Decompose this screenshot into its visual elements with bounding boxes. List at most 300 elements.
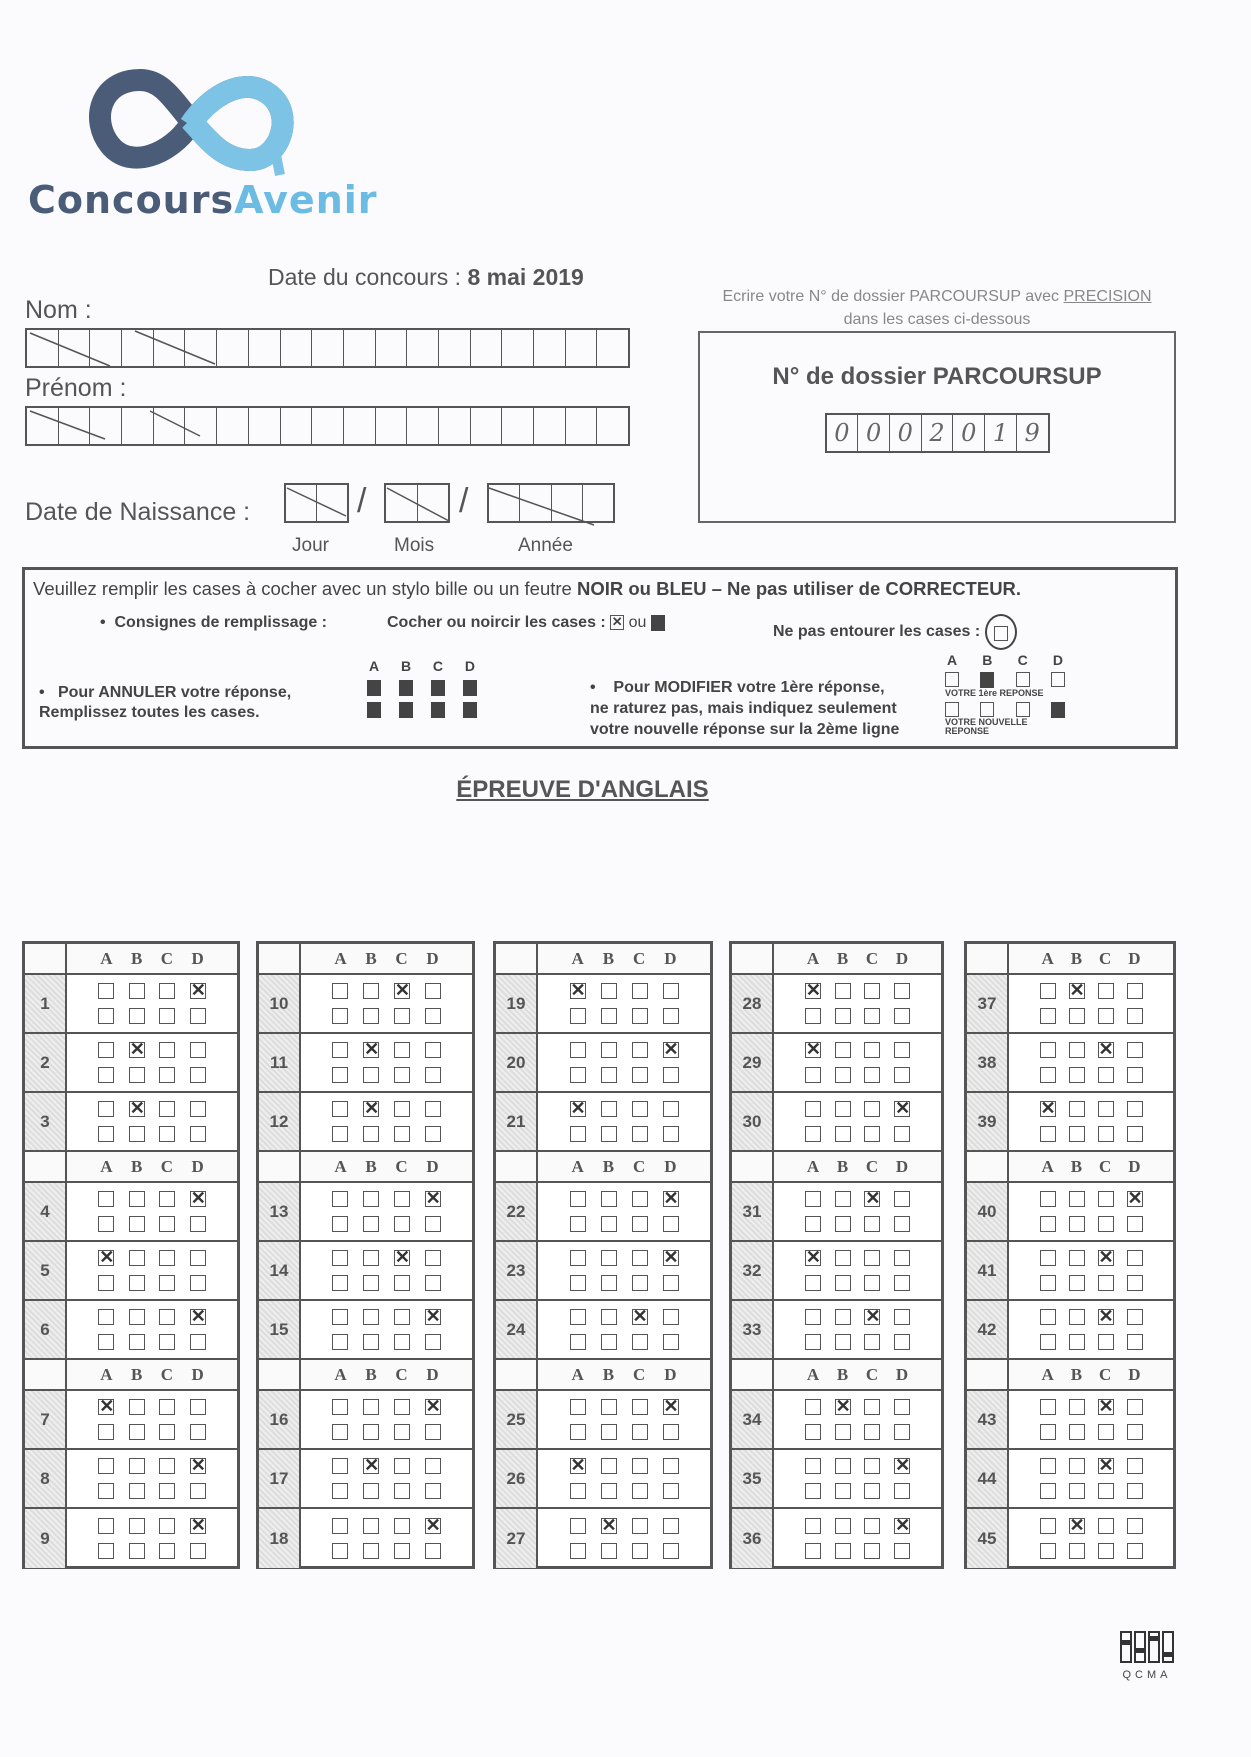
answer-checkbox-c[interactable]	[1098, 1101, 1114, 1117]
answer-checkbox-c[interactable]	[394, 1309, 410, 1325]
answer-checkbox-c[interactable]	[1098, 1216, 1114, 1232]
checked-checkbox-b[interactable]: ✕	[1069, 980, 1085, 1001]
answer-checkbox-a[interactable]	[332, 1275, 348, 1291]
answer-checkbox-d[interactable]	[190, 1399, 206, 1415]
answer-checkbox-c[interactable]	[394, 1518, 410, 1534]
answer-checkbox-b[interactable]	[129, 1518, 145, 1534]
answer-checkbox-c[interactable]	[159, 1101, 175, 1117]
answer-checkbox-c[interactable]	[1098, 1126, 1114, 1142]
answer-checkbox-d[interactable]	[894, 1309, 910, 1325]
answer-checkbox-b[interactable]	[1069, 1275, 1085, 1291]
answer-checkbox-d[interactable]	[190, 1275, 206, 1291]
checked-checkbox-d[interactable]: ✕	[663, 1039, 679, 1060]
answer-checkbox-d[interactable]	[190, 1101, 206, 1117]
answer-checkbox-a[interactable]	[805, 1483, 821, 1499]
answer-checkbox-d[interactable]	[894, 1126, 910, 1142]
answer-checkbox-d[interactable]	[663, 1126, 679, 1142]
answer-checkbox-a[interactable]	[1040, 1216, 1056, 1232]
checked-checkbox-c[interactable]: ✕	[1098, 1039, 1114, 1060]
checked-checkbox-c[interactable]: ✕	[632, 1306, 648, 1327]
answer-checkbox-b[interactable]	[129, 1216, 145, 1232]
checked-checkbox-b[interactable]: ✕	[835, 1396, 851, 1417]
answer-checkbox-b[interactable]	[1069, 1067, 1085, 1083]
answer-checkbox-c[interactable]	[1098, 1543, 1114, 1559]
checked-checkbox-c[interactable]: ✕	[1098, 1247, 1114, 1268]
answer-checkbox-b[interactable]	[835, 1518, 851, 1534]
checked-checkbox-c[interactable]: ✕	[1098, 1455, 1114, 1476]
answer-checkbox-a[interactable]	[1040, 1424, 1056, 1440]
checked-checkbox-a[interactable]: ✕	[805, 1247, 821, 1268]
answer-checkbox-a[interactable]	[98, 1543, 114, 1559]
answer-checkbox-c[interactable]	[632, 1067, 648, 1083]
answer-checkbox-c[interactable]	[632, 1126, 648, 1142]
answer-checkbox-b[interactable]	[1069, 1216, 1085, 1232]
answer-checkbox-c[interactable]	[159, 1543, 175, 1559]
answer-checkbox-d[interactable]	[1127, 1042, 1143, 1058]
checked-checkbox-d[interactable]: ✕	[663, 1188, 679, 1209]
answer-checkbox-d[interactable]	[663, 1275, 679, 1291]
answer-checkbox-d[interactable]	[894, 1399, 910, 1415]
answer-checkbox-b[interactable]	[835, 1216, 851, 1232]
answer-checkbox-c[interactable]	[864, 1216, 880, 1232]
answer-checkbox-c[interactable]	[632, 1008, 648, 1024]
answer-checkbox-b[interactable]	[835, 1543, 851, 1559]
answer-checkbox-d[interactable]	[663, 1483, 679, 1499]
checked-checkbox-d[interactable]: ✕	[190, 1455, 206, 1476]
answer-checkbox-a[interactable]	[98, 1101, 114, 1117]
answer-checkbox-d[interactable]	[425, 1543, 441, 1559]
answer-checkbox-d[interactable]	[425, 1008, 441, 1024]
answer-checkbox-d[interactable]	[425, 983, 441, 999]
answer-checkbox-a[interactable]	[1040, 983, 1056, 999]
answer-checkbox-c[interactable]	[864, 1126, 880, 1142]
answer-checkbox-b[interactable]	[363, 1250, 379, 1266]
answer-checkbox-b[interactable]	[835, 1334, 851, 1350]
answer-checkbox-c[interactable]	[864, 1101, 880, 1117]
answer-checkbox-c[interactable]	[632, 1458, 648, 1474]
answer-checkbox-c[interactable]	[864, 1518, 880, 1534]
answer-checkbox-a[interactable]	[805, 1334, 821, 1350]
answer-checkbox-b[interactable]	[835, 1101, 851, 1117]
answer-checkbox-a[interactable]	[98, 1042, 114, 1058]
answer-checkbox-c[interactable]	[632, 1216, 648, 1232]
answer-checkbox-b[interactable]	[363, 1275, 379, 1291]
answer-checkbox-b[interactable]	[363, 1191, 379, 1207]
answer-checkbox-c[interactable]	[864, 1008, 880, 1024]
answer-checkbox-c[interactable]	[632, 1191, 648, 1207]
answer-checkbox-d[interactable]	[663, 983, 679, 999]
answer-checkbox-d[interactable]	[425, 1216, 441, 1232]
answer-checkbox-d[interactable]	[894, 1334, 910, 1350]
answer-checkbox-d[interactable]	[663, 1424, 679, 1440]
answer-checkbox-c[interactable]	[1098, 1275, 1114, 1291]
answer-checkbox-c[interactable]	[632, 1518, 648, 1534]
checked-checkbox-a[interactable]: ✕	[570, 1098, 586, 1119]
answer-checkbox-a[interactable]	[98, 1126, 114, 1142]
answer-checkbox-a[interactable]	[332, 1483, 348, 1499]
digit-cell[interactable]: 0	[827, 415, 859, 451]
answer-checkbox-d[interactable]	[190, 1483, 206, 1499]
checked-checkbox-d[interactable]: ✕	[895, 1455, 911, 1476]
checked-checkbox-d[interactable]: ✕	[895, 1514, 911, 1535]
checked-checkbox-d[interactable]: ✕	[1127, 1188, 1143, 1209]
answer-checkbox-a[interactable]	[1040, 1399, 1056, 1415]
answer-checkbox-d[interactable]	[425, 1067, 441, 1083]
answer-checkbox-d[interactable]	[1127, 1250, 1143, 1266]
answer-checkbox-d[interactable]	[190, 1126, 206, 1142]
answer-checkbox-b[interactable]	[601, 983, 617, 999]
answer-checkbox-c[interactable]	[864, 1458, 880, 1474]
answer-checkbox-b[interactable]	[129, 1424, 145, 1440]
answer-checkbox-b[interactable]	[129, 1334, 145, 1350]
checked-checkbox-a[interactable]: ✕	[805, 1039, 821, 1060]
answer-checkbox-d[interactable]	[190, 1424, 206, 1440]
answer-checkbox-b[interactable]	[363, 1518, 379, 1534]
answer-checkbox-d[interactable]	[1127, 1424, 1143, 1440]
answer-checkbox-c[interactable]	[1098, 1191, 1114, 1207]
checked-checkbox-d[interactable]: ✕	[190, 980, 206, 1001]
answer-checkbox-b[interactable]	[835, 1191, 851, 1207]
answer-checkbox-d[interactable]	[1127, 1126, 1143, 1142]
answer-checkbox-b[interactable]	[1069, 1399, 1085, 1415]
answer-checkbox-a[interactable]	[570, 1126, 586, 1142]
answer-checkbox-a[interactable]	[98, 1424, 114, 1440]
answer-checkbox-a[interactable]	[98, 983, 114, 999]
answer-checkbox-c[interactable]	[864, 1334, 880, 1350]
answer-checkbox-d[interactable]	[1127, 1216, 1143, 1232]
answer-checkbox-d[interactable]	[1127, 1101, 1143, 1117]
answer-checkbox-a[interactable]	[1040, 1008, 1056, 1024]
answer-checkbox-c[interactable]	[864, 1042, 880, 1058]
answer-checkbox-d[interactable]	[663, 1309, 679, 1325]
answer-checkbox-d[interactable]	[190, 1042, 206, 1058]
answer-checkbox-c[interactable]	[864, 1543, 880, 1559]
answer-checkbox-d[interactable]	[663, 1458, 679, 1474]
answer-checkbox-d[interactable]	[894, 1067, 910, 1083]
answer-checkbox-a[interactable]	[805, 1275, 821, 1291]
answer-checkbox-d[interactable]	[663, 1334, 679, 1350]
answer-checkbox-a[interactable]	[332, 1424, 348, 1440]
checked-checkbox-c[interactable]: ✕	[394, 980, 410, 1001]
answer-checkbox-c[interactable]	[159, 1191, 175, 1207]
answer-checkbox-c[interactable]	[864, 1424, 880, 1440]
answer-checkbox-a[interactable]	[98, 1334, 114, 1350]
answer-checkbox-d[interactable]	[1127, 1334, 1143, 1350]
answer-checkbox-d[interactable]	[663, 1101, 679, 1117]
answer-checkbox-c[interactable]	[1098, 1483, 1114, 1499]
answer-checkbox-a[interactable]	[332, 1543, 348, 1559]
answer-checkbox-b[interactable]	[1069, 1042, 1085, 1058]
answer-checkbox-b[interactable]	[363, 983, 379, 999]
answer-checkbox-a[interactable]	[332, 1518, 348, 1534]
answer-checkbox-c[interactable]	[632, 983, 648, 999]
answer-checkbox-b[interactable]	[601, 1399, 617, 1415]
answer-checkbox-d[interactable]	[190, 1250, 206, 1266]
answer-checkbox-a[interactable]	[570, 1275, 586, 1291]
answer-checkbox-c[interactable]	[159, 1424, 175, 1440]
answer-checkbox-a[interactable]	[98, 1275, 114, 1291]
answer-checkbox-d[interactable]	[190, 1067, 206, 1083]
checked-checkbox-c[interactable]: ✕	[865, 1188, 881, 1209]
answer-checkbox-d[interactable]	[1127, 1008, 1143, 1024]
checked-checkbox-d[interactable]: ✕	[663, 1247, 679, 1268]
answer-checkbox-c[interactable]	[394, 1543, 410, 1559]
answer-checkbox-b[interactable]	[363, 1067, 379, 1083]
answer-checkbox-b[interactable]	[835, 1483, 851, 1499]
answer-checkbox-d[interactable]	[425, 1250, 441, 1266]
answer-checkbox-a[interactable]	[98, 1191, 114, 1207]
answer-checkbox-c[interactable]	[159, 983, 175, 999]
checked-checkbox-d[interactable]: ✕	[425, 1396, 441, 1417]
digit-cell[interactable]: 0	[890, 415, 922, 451]
answer-checkbox-a[interactable]	[805, 1191, 821, 1207]
answer-checkbox-c[interactable]	[864, 1483, 880, 1499]
answer-checkbox-b[interactable]	[601, 1458, 617, 1474]
answer-checkbox-b[interactable]	[129, 1399, 145, 1415]
answer-checkbox-b[interactable]	[1069, 1126, 1085, 1142]
answer-checkbox-c[interactable]	[159, 1483, 175, 1499]
answer-checkbox-c[interactable]	[864, 1399, 880, 1415]
answer-checkbox-b[interactable]	[835, 983, 851, 999]
answer-checkbox-b[interactable]	[1069, 1309, 1085, 1325]
answer-checkbox-d[interactable]	[894, 1424, 910, 1440]
answer-checkbox-d[interactable]	[190, 1216, 206, 1232]
answer-checkbox-c[interactable]	[1098, 1008, 1114, 1024]
checked-checkbox-b[interactable]: ✕	[364, 1039, 380, 1060]
checked-checkbox-d[interactable]: ✕	[190, 1514, 206, 1535]
answer-checkbox-b[interactable]	[363, 1126, 379, 1142]
answer-checkbox-a[interactable]	[805, 1216, 821, 1232]
answer-checkbox-d[interactable]	[894, 1216, 910, 1232]
answer-checkbox-b[interactable]	[835, 1250, 851, 1266]
answer-checkbox-d[interactable]	[894, 1042, 910, 1058]
answer-checkbox-d[interactable]	[1127, 983, 1143, 999]
answer-checkbox-b[interactable]	[1069, 1458, 1085, 1474]
answer-checkbox-c[interactable]	[394, 1191, 410, 1207]
digit-cell[interactable]: 0	[858, 415, 890, 451]
answer-checkbox-d[interactable]	[663, 1067, 679, 1083]
answer-checkbox-b[interactable]	[129, 1191, 145, 1207]
answer-checkbox-a[interactable]	[332, 983, 348, 999]
answer-checkbox-a[interactable]	[1040, 1250, 1056, 1266]
answer-checkbox-d[interactable]	[190, 1008, 206, 1024]
answer-checkbox-c[interactable]	[864, 1275, 880, 1291]
checked-checkbox-b[interactable]: ✕	[364, 1098, 380, 1119]
answer-checkbox-a[interactable]	[1040, 1483, 1056, 1499]
answer-checkbox-b[interactable]	[363, 1334, 379, 1350]
answer-checkbox-c[interactable]	[394, 1042, 410, 1058]
answer-checkbox-c[interactable]	[394, 1399, 410, 1415]
answer-checkbox-a[interactable]	[570, 1216, 586, 1232]
answer-checkbox-d[interactable]	[425, 1424, 441, 1440]
answer-checkbox-c[interactable]	[159, 1275, 175, 1291]
answer-checkbox-b[interactable]	[1069, 1101, 1085, 1117]
answer-checkbox-d[interactable]	[663, 1543, 679, 1559]
checked-checkbox-d[interactable]: ✕	[425, 1514, 441, 1535]
answer-checkbox-d[interactable]	[894, 1483, 910, 1499]
answer-checkbox-c[interactable]	[159, 1399, 175, 1415]
digit-cell[interactable]: 9	[1024, 419, 1040, 447]
answer-checkbox-a[interactable]	[98, 1008, 114, 1024]
answer-checkbox-b[interactable]	[601, 1216, 617, 1232]
answer-checkbox-a[interactable]	[570, 1424, 586, 1440]
digit-cell[interactable]: 0	[953, 415, 985, 451]
answer-checkbox-b[interactable]	[363, 1216, 379, 1232]
answer-checkbox-c[interactable]	[159, 1067, 175, 1083]
checked-checkbox-c[interactable]: ✕	[1098, 1396, 1114, 1417]
answer-checkbox-a[interactable]	[805, 1424, 821, 1440]
answer-checkbox-a[interactable]	[332, 1216, 348, 1232]
answer-checkbox-a[interactable]	[1040, 1067, 1056, 1083]
answer-checkbox-a[interactable]	[570, 1191, 586, 1207]
answer-checkbox-d[interactable]	[1127, 1518, 1143, 1534]
answer-checkbox-c[interactable]	[159, 1309, 175, 1325]
answer-checkbox-b[interactable]	[1069, 1483, 1085, 1499]
answer-checkbox-a[interactable]	[1040, 1275, 1056, 1291]
answer-checkbox-b[interactable]	[129, 1458, 145, 1474]
answer-checkbox-c[interactable]	[159, 1216, 175, 1232]
answer-checkbox-a[interactable]	[332, 1101, 348, 1117]
answer-checkbox-a[interactable]	[805, 1543, 821, 1559]
checked-checkbox-a[interactable]: ✕	[570, 1455, 586, 1476]
answer-checkbox-d[interactable]	[1127, 1483, 1143, 1499]
answer-checkbox-a[interactable]	[805, 1008, 821, 1024]
answer-checkbox-c[interactable]	[632, 1424, 648, 1440]
answer-checkbox-a[interactable]	[805, 1126, 821, 1142]
answer-checkbox-a[interactable]	[570, 1334, 586, 1350]
answer-checkbox-a[interactable]	[332, 1309, 348, 1325]
answer-checkbox-a[interactable]	[98, 1309, 114, 1325]
answer-checkbox-a[interactable]	[570, 1067, 586, 1083]
answer-checkbox-c[interactable]	[394, 1101, 410, 1117]
checked-checkbox-c[interactable]: ✕	[394, 1247, 410, 1268]
answer-checkbox-b[interactable]	[835, 1275, 851, 1291]
answer-checkbox-c[interactable]	[1098, 1518, 1114, 1534]
answer-checkbox-a[interactable]	[1040, 1042, 1056, 1058]
answer-checkbox-b[interactable]	[601, 1483, 617, 1499]
answer-checkbox-d[interactable]	[1127, 1275, 1143, 1291]
answer-checkbox-d[interactable]	[894, 1008, 910, 1024]
checked-checkbox-d[interactable]: ✕	[663, 1396, 679, 1417]
answer-checkbox-b[interactable]	[601, 1008, 617, 1024]
answer-checkbox-b[interactable]	[601, 1275, 617, 1291]
answer-checkbox-c[interactable]	[1098, 983, 1114, 999]
answer-checkbox-a[interactable]	[570, 1008, 586, 1024]
answer-checkbox-a[interactable]	[570, 1483, 586, 1499]
answer-checkbox-b[interactable]	[129, 1543, 145, 1559]
answer-checkbox-d[interactable]	[190, 1334, 206, 1350]
checked-checkbox-a[interactable]: ✕	[99, 1247, 115, 1268]
answer-checkbox-c[interactable]	[1098, 1067, 1114, 1083]
answer-checkbox-c[interactable]	[632, 1042, 648, 1058]
answer-checkbox-c[interactable]	[632, 1250, 648, 1266]
answer-checkbox-a[interactable]	[805, 1399, 821, 1415]
checked-checkbox-b[interactable]: ✕	[129, 1039, 145, 1060]
checked-checkbox-a[interactable]: ✕	[99, 1396, 115, 1417]
answer-checkbox-b[interactable]	[1069, 1424, 1085, 1440]
answer-checkbox-c[interactable]	[632, 1334, 648, 1350]
answer-checkbox-c[interactable]	[394, 1275, 410, 1291]
answer-checkbox-b[interactable]	[129, 1126, 145, 1142]
answer-checkbox-c[interactable]	[394, 1483, 410, 1499]
answer-checkbox-b[interactable]	[601, 1126, 617, 1142]
answer-checkbox-d[interactable]	[1127, 1458, 1143, 1474]
answer-checkbox-c[interactable]	[394, 1126, 410, 1142]
answer-checkbox-a[interactable]	[805, 1458, 821, 1474]
answer-checkbox-b[interactable]	[1069, 1543, 1085, 1559]
digit-cell[interactable]: 2	[922, 415, 954, 451]
answer-checkbox-c[interactable]	[159, 1458, 175, 1474]
answer-checkbox-d[interactable]	[425, 1483, 441, 1499]
answer-checkbox-d[interactable]	[190, 1543, 206, 1559]
answer-checkbox-b[interactable]	[129, 1275, 145, 1291]
answer-checkbox-a[interactable]	[332, 1458, 348, 1474]
answer-checkbox-b[interactable]	[363, 1483, 379, 1499]
answer-checkbox-c[interactable]	[394, 1216, 410, 1232]
answer-checkbox-a[interactable]	[332, 1334, 348, 1350]
answer-checkbox-b[interactable]	[835, 1309, 851, 1325]
answer-checkbox-b[interactable]	[601, 1067, 617, 1083]
answer-checkbox-b[interactable]	[601, 1101, 617, 1117]
answer-checkbox-d[interactable]	[1127, 1309, 1143, 1325]
checked-checkbox-b[interactable]: ✕	[129, 1098, 145, 1119]
checked-checkbox-a[interactable]: ✕	[570, 980, 586, 1001]
answer-checkbox-d[interactable]	[425, 1126, 441, 1142]
answer-checkbox-b[interactable]	[601, 1309, 617, 1325]
answer-checkbox-b[interactable]	[363, 1399, 379, 1415]
answer-checkbox-d[interactable]	[894, 1543, 910, 1559]
answer-checkbox-a[interactable]	[570, 1309, 586, 1325]
answer-checkbox-a[interactable]	[332, 1067, 348, 1083]
answer-checkbox-b[interactable]	[363, 1543, 379, 1559]
answer-checkbox-d[interactable]	[894, 1191, 910, 1207]
answer-checkbox-c[interactable]	[1098, 1334, 1114, 1350]
answer-checkbox-d[interactable]	[1127, 1067, 1143, 1083]
answer-checkbox-d[interactable]	[663, 1008, 679, 1024]
answer-checkbox-c[interactable]	[864, 1250, 880, 1266]
answer-checkbox-b[interactable]	[129, 1067, 145, 1083]
answer-checkbox-a[interactable]	[332, 1191, 348, 1207]
checked-checkbox-a[interactable]: ✕	[1040, 1098, 1056, 1119]
answer-checkbox-a[interactable]	[805, 1067, 821, 1083]
answer-checkbox-d[interactable]	[425, 1042, 441, 1058]
answer-checkbox-b[interactable]	[835, 1008, 851, 1024]
parcoursup-number-field[interactable]	[825, 413, 1050, 453]
answer-checkbox-c[interactable]	[394, 1424, 410, 1440]
answer-checkbox-c[interactable]	[394, 1458, 410, 1474]
checked-checkbox-b[interactable]: ✕	[364, 1455, 380, 1476]
answer-checkbox-c[interactable]	[1098, 1424, 1114, 1440]
answer-checkbox-a[interactable]	[1040, 1126, 1056, 1142]
answer-checkbox-a[interactable]	[570, 1543, 586, 1559]
answer-checkbox-a[interactable]	[570, 1042, 586, 1058]
answer-checkbox-b[interactable]	[363, 1424, 379, 1440]
answer-checkbox-a[interactable]	[1040, 1518, 1056, 1534]
answer-checkbox-a[interactable]	[332, 1042, 348, 1058]
answer-checkbox-a[interactable]	[1040, 1543, 1056, 1559]
answer-checkbox-d[interactable]	[894, 983, 910, 999]
answer-checkbox-d[interactable]	[663, 1216, 679, 1232]
answer-checkbox-c[interactable]	[632, 1101, 648, 1117]
checked-checkbox-c[interactable]: ✕	[1098, 1306, 1114, 1327]
answer-checkbox-a[interactable]	[98, 1483, 114, 1499]
answer-checkbox-c[interactable]	[159, 1126, 175, 1142]
answer-checkbox-b[interactable]	[129, 1008, 145, 1024]
answer-checkbox-d[interactable]	[894, 1250, 910, 1266]
checked-checkbox-a[interactable]: ✕	[805, 980, 821, 1001]
answer-checkbox-c[interactable]	[394, 1008, 410, 1024]
answer-checkbox-d[interactable]	[425, 1101, 441, 1117]
